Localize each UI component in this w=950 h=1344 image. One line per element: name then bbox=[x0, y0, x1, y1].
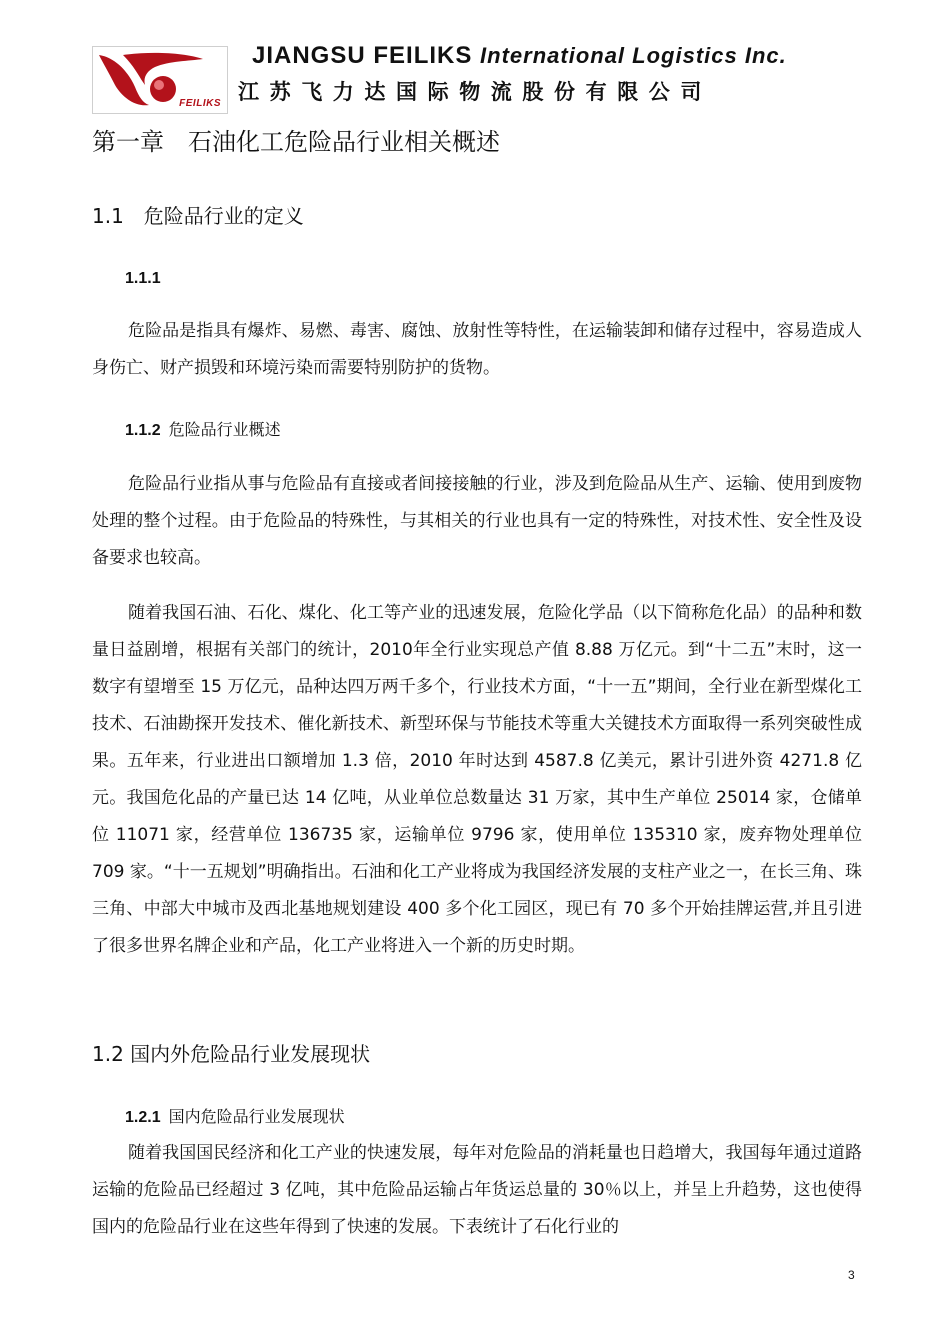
subsection-number: 1.1.2 bbox=[125, 422, 161, 439]
paragraph-definition: 危险品是指具有爆炸、易燃、毒害、腐蚀、放射性等特性，在运输装卸和储存过程中，容易造成人身伤亡、财产损毁和环境污染而需要特别防护的货物。 bbox=[92, 321, 862, 378]
document-header bbox=[92, 40, 872, 114]
section-heading-1-2: 1.2 国内外危险品行业发展现状 bbox=[92, 1042, 371, 1066]
company-name-cn: 江苏飞力达国际物流股份有限公司 bbox=[238, 80, 712, 104]
company-name-en-italic: International Logistics Inc. bbox=[480, 43, 787, 68]
page-number: 3 bbox=[848, 1268, 855, 1282]
subsection-number: 1.2.1 bbox=[125, 1109, 161, 1126]
subsection-heading-1-2-1 bbox=[125, 1104, 345, 1127]
subsection-heading-1-1-2 bbox=[125, 417, 281, 440]
company-name-en bbox=[252, 42, 787, 70]
paragraph-industry-overview: 危险品行业指从事与危险品有直接或者间接接触的行业，涉及到危险品从生产、运输、使用到废物处理的整个过程。由于危险品的特殊性，与其相关的行业也具有一定的特殊性，对技术性、安全性及设备要求也较高。 bbox=[92, 474, 862, 568]
logo-text: FEILIKS bbox=[179, 98, 221, 109]
subsection-number: 1.1.1 bbox=[125, 270, 161, 287]
subsection-heading-1-1-1 bbox=[125, 268, 169, 288]
paragraph-domestic-status: 随着我国国民经济和化工产业的快速发展，每年对危险品的消耗量也日趋增大，我国每年通过道路运输的危险品已经超过 3 亿吨，其中危险品运输占年货运总量的 30％以上，并呈上升趋势，这也使得国内的危险品行业在这些年得到了快速的发展。下表统计了石化行业的 bbox=[92, 1143, 862, 1237]
subsection-title: 危险品行业概述 bbox=[168, 420, 281, 439]
paragraph-industry-statistics: 随着我国石油、石化、煤化、化工等产业的迅速发展，危险化学品（以下简称危化品）的品种和数量日益剧增，根据有关部门的统计，2010年全行业实现总产值 8.88 万亿元。到“十二五”末时，这一数字有望增至 15 万亿元，品种达四万两千多个，行业技术方面，“十一五”期间，全行业在新型煤化工技术、石油勘探开发技术、催化新技术、新型环保与节能技术等重大关键技术方面取得一系列突破性成果。五年来，行业进出口额增加 1.3 倍，2010 年时达到 4587.8 亿美元，累计引进外资 4271.8 亿元。我国危化品的产量已达 14 亿吨，从业单位总数量达 31 万家，其中生产单位 25014 家，仓储单位 11071 家，经营单位 136735 家，运输单位 9796 家，使用单位 135310 家，废弃物处理单位 709 家。“十一五规划”明确指出。石油和化工产业将成为我国经济发展的支柱产业之一，在长三角、珠三角、中部大中城市及西北基地规划建设 400 多个化工园区，现已有 70 多个开始挂牌运营,并且引进了很多世界名牌企业和产品，化工产业将进入一个新的历史时期。 bbox=[92, 603, 862, 956]
company-logo bbox=[92, 46, 228, 114]
section-heading-1-1: 1.1 危险品行业的定义 bbox=[92, 204, 304, 228]
company-name-en-bold: JIANGSU FEILIKS bbox=[252, 42, 473, 69]
chapter-title: 第一章 石油化工危险品行业相关概述 bbox=[92, 128, 500, 156]
subsection-title: 国内危险品行业发展现状 bbox=[168, 1107, 345, 1126]
